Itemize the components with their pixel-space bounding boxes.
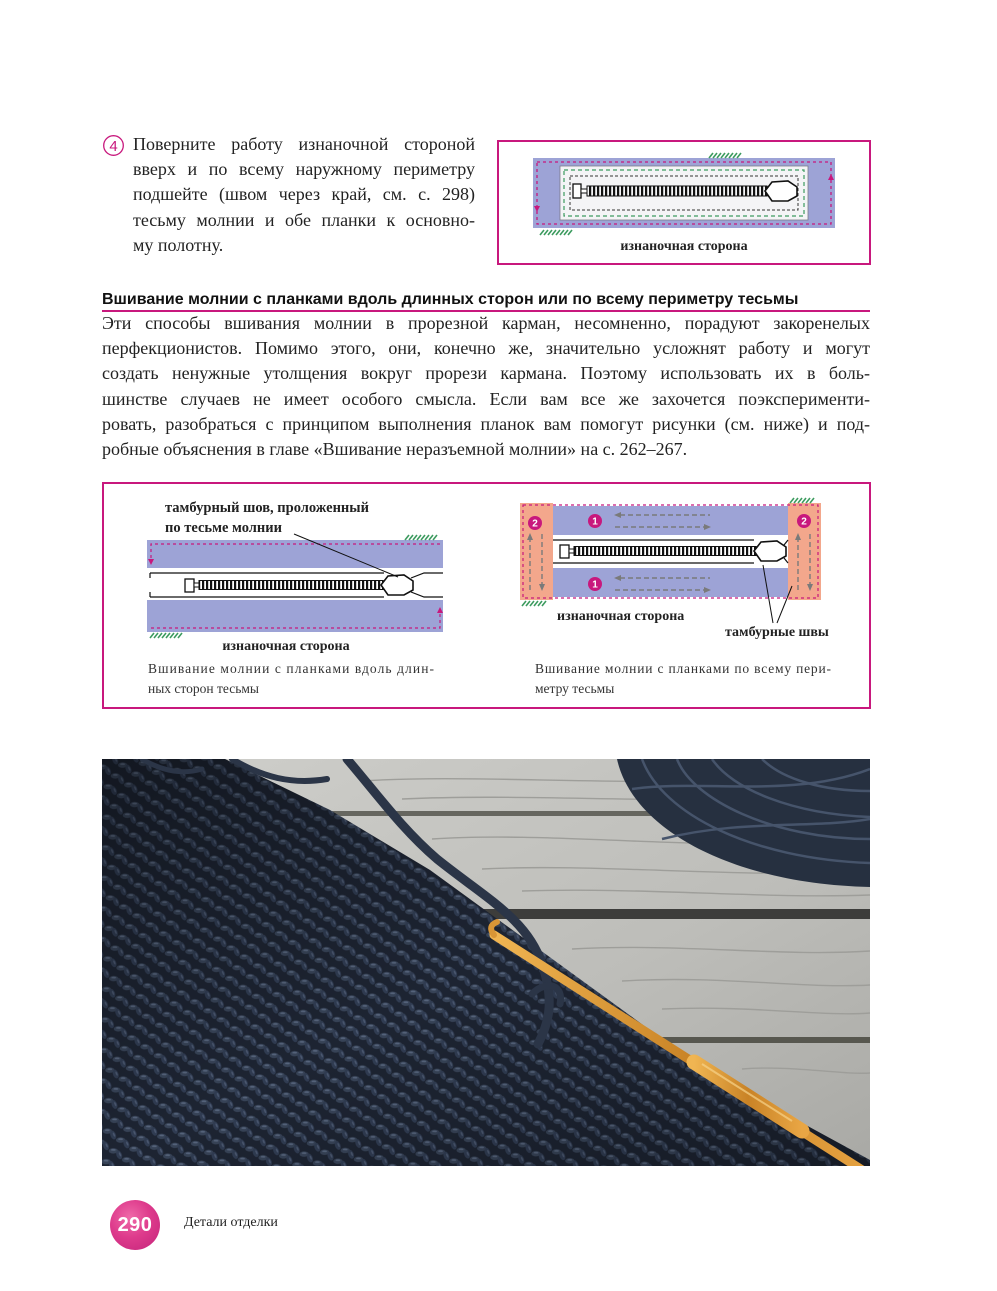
step-4-line: Поверните работу изнаночной стороной	[133, 134, 475, 154]
zipper-end-stop	[560, 545, 569, 558]
step-4-line: вверх и по всему наружному периметру	[133, 159, 475, 180]
paragraph-line: создать ненужные утолщения вокруг прорези кармана. Поэтому использовать их в боль-	[102, 363, 870, 384]
wrong-side-label: изнаночная сторона	[620, 239, 748, 254]
step-4-text	[133, 132, 475, 258]
zipper-perimeter-diagram	[497, 140, 871, 266]
step-number-icon	[102, 134, 125, 157]
zipper-teeth	[587, 186, 767, 196]
marker-number: 2	[801, 516, 807, 528]
section-paragraph	[102, 311, 870, 462]
zipper-teeth	[199, 581, 383, 590]
step-marker-1-top	[588, 514, 602, 528]
crochet-photo	[102, 759, 870, 1166]
paragraph-line: шинстве случаев не имеет особого смысла. Если вам все же захочется поэксперименти-	[102, 388, 870, 409]
diagram-full-perimeter	[520, 498, 832, 696]
running-title: Детали отделки	[184, 1215, 278, 1230]
step-4-line: тесьму молнии и обе планки к основно-	[133, 209, 475, 230]
step-4-line: подшейте (швом через край, см. с. 298)	[133, 184, 475, 205]
step-marker-2-left	[528, 516, 542, 530]
zipper-plackets-figure	[102, 482, 871, 709]
zipper-teeth	[574, 547, 756, 556]
paragraph-line: перфекционистов. Помимо этого, они, конечно же, значительно усложнят работу и могут	[102, 338, 870, 359]
chain-seams-label: тамбурные швы	[725, 625, 829, 640]
zipper-connector	[581, 189, 587, 193]
chain-stitch-annotation: по тесьме молнии	[165, 520, 282, 536]
figure-caption-left: Вшивание молнии с планками вдоль длин-	[148, 661, 434, 676]
placket-bottom	[147, 600, 443, 632]
step-marker-1-bottom	[588, 577, 602, 591]
paragraph-line: Эти способы вшивания молнии в прорезной карман, несомненно, порадуют закоренелых	[102, 313, 870, 333]
section-heading: Вшивание молнии с планками вдоль длинных сторон или по всему периметру тесьмы	[102, 291, 799, 308]
figure-caption-right: метру тесьмы	[535, 681, 615, 696]
marker-number: 2	[532, 518, 538, 530]
zipper-end-stop	[573, 184, 581, 198]
page-number: 290	[117, 1213, 153, 1236]
zipper-slider	[765, 181, 797, 201]
chain-stitch-annotation: тамбурный шов, проложенный	[165, 500, 369, 516]
figure-caption-left: ных сторон тесьмы	[148, 681, 259, 696]
paragraph-line: робные объяснения в главе «Вшивание неразъемной молнии» на с. 262–267.	[102, 439, 688, 460]
wrong-side-label: изнаночная сторона	[557, 609, 685, 624]
zipper-end-stop	[185, 579, 194, 592]
marker-number: 1	[592, 579, 598, 591]
step-number: 4	[109, 138, 118, 155]
zipper-slider	[754, 541, 786, 561]
zipper-connector	[569, 549, 574, 553]
paragraph-line: ровать, разобраться с принципом выполнения планок вам помогут рисунки (см. ниже) и под-	[102, 413, 870, 434]
step-marker-2-right	[797, 514, 811, 528]
wrong-side-label: изнаночная сторона	[222, 639, 350, 654]
zipper-slider	[381, 575, 413, 595]
page-number-badge	[110, 1200, 160, 1250]
step-4-line: му полотну.	[133, 234, 224, 255]
figure-caption-right: Вшивание молнии с планками по всему пери-	[535, 661, 831, 676]
marker-number: 1	[592, 516, 598, 528]
zipper-connector	[194, 583, 199, 587]
